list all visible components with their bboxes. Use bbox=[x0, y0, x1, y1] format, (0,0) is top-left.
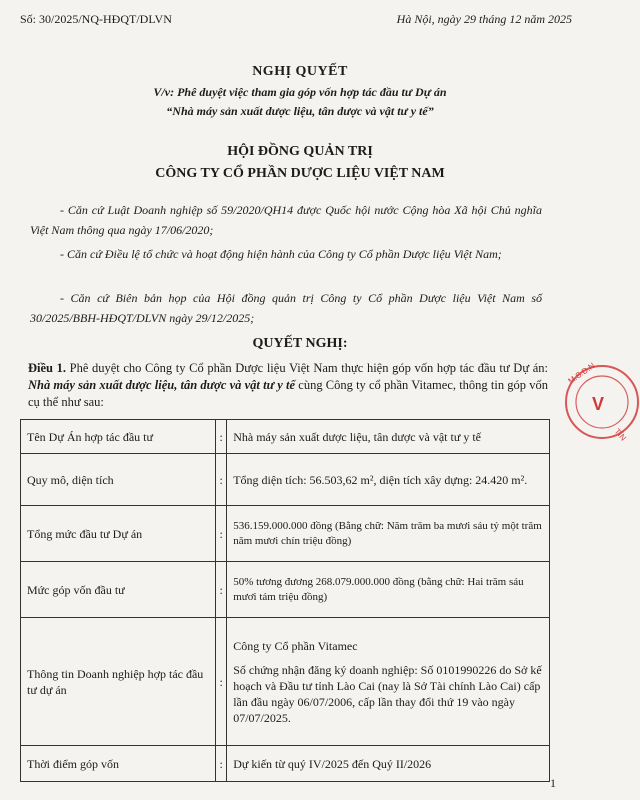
stamp-text-top: M.S.D.N bbox=[566, 360, 597, 386]
legal-basis-item: - Căn cứ Biên bản họp của Hội đồng quản trị Công ty Cổ phần Dược liệu Việt Nam số 30/2025/BBH-HĐQT/DLVN ngày 29/12/2025; bbox=[30, 291, 542, 325]
table-row bbox=[21, 562, 550, 618]
article-project-name: Nhà máy sản xuất dược liệu, tân dược và vật tư y tế bbox=[28, 378, 296, 392]
business-registration-info: Số chứng nhận đăng ký doanh nghiệp: Số 0101990226 do Sở kế hoạch và Đầu tư tỉnh Lào Cai (nay là Sở Tài chính Lào Cai) cấp lần đầu ngày 06/07/2006, cấp lần thay đổi thứ 19 vào ngày 07/07/2025. bbox=[233, 662, 542, 725]
document-title: NGHỊ QUYẾT bbox=[252, 64, 348, 79]
table-row bbox=[21, 618, 550, 746]
place-and-date: Hà Nội, ngày 29 tháng 12 năm 2025 bbox=[396, 12, 572, 26]
row-separator: : bbox=[216, 420, 227, 454]
row-separator: : bbox=[216, 562, 227, 618]
row-value bbox=[227, 562, 550, 618]
row-value: Nhà máy sản xuất dược liệu, tân dược và vật tư y tế bbox=[227, 420, 550, 454]
article-label: Điều 1. bbox=[28, 361, 66, 375]
document-subject: V/v: Phê duyệt việc tham gia góp vốn hợp tác đầu tư Dự án bbox=[153, 85, 447, 99]
row-value-text: 536.159.000.000 đồng (Bằng chữ: Năm trăm ba mươi sáu tỷ một trăm năm mươi chín triệu đồng) bbox=[233, 519, 542, 547]
row-value: Tổng diện tích: 56.503,62 m², diện tích xây dựng: 24.420 m². bbox=[227, 454, 550, 506]
project-name-heading: “Nhà máy sản xuất dược liệu, tân dược và vật tư y tế” bbox=[166, 104, 434, 118]
article-text: Phê duyệt cho Công ty Cổ phần Dược liệu Việt Nam thực hiện góp vốn hợp tác đầu tư Dự án: bbox=[66, 361, 548, 375]
resolve-heading: QUYẾT NGHỊ: bbox=[252, 336, 348, 351]
article-1 bbox=[28, 360, 548, 411]
row-label: Quy mô, diện tích bbox=[21, 454, 216, 506]
company-name: CÔNG TY CỔ PHẦN DƯỢC LIỆU VIỆT NAM bbox=[155, 166, 445, 181]
row-label: Tên Dự Án hợp tác đầu tư bbox=[21, 420, 216, 454]
document-reference-number: Số: 30/2025/NQ-HĐQT/DLVN bbox=[20, 12, 172, 26]
company-seal-stamp bbox=[562, 352, 640, 452]
table-row bbox=[21, 746, 550, 782]
row-value bbox=[227, 506, 550, 562]
partner-company-name: Công ty Cổ phần Vitamec bbox=[233, 638, 358, 653]
row-label: Tổng mức đầu tư Dự án bbox=[21, 506, 216, 562]
row-separator: : bbox=[216, 746, 227, 782]
row-label: Thông tin Doanh nghiệp hợp tác đầu tư dự án bbox=[21, 618, 216, 746]
row-separator: : bbox=[216, 506, 227, 562]
table-row bbox=[21, 420, 550, 454]
row-value: Dự kiến từ quý IV/2025 đến Quý II/2026 bbox=[227, 746, 550, 782]
row-label: Mức góp vốn đầu tư bbox=[21, 562, 216, 618]
row-value-text: 50% tương đương 268.079.000.000 đồng (bằng chữ: Hai trăm sáu mươi tám triệu đồng) bbox=[233, 575, 524, 603]
table-row bbox=[21, 454, 550, 506]
table-row bbox=[21, 506, 550, 562]
article-text: cùng Công ty cổ phần Vitamec, thông tin góp vốn cụ thể như sau: bbox=[28, 378, 548, 409]
row-label: Thời điểm góp vốn bbox=[21, 746, 216, 782]
row-value bbox=[227, 618, 550, 746]
page-number: 1 bbox=[550, 776, 556, 790]
investment-info-table bbox=[20, 419, 550, 782]
stamp-text-mid: V bbox=[592, 394, 605, 414]
legal-basis-item: - Căn cứ Luật Doanh nghiệp số 59/2020/QH14 được Quốc hội nước Cộng hòa Xã hội Chủ nghĩa Việt Nam thông qua ngày 17/06/2020; bbox=[30, 203, 542, 237]
row-separator: : bbox=[216, 618, 227, 746]
legal-basis-item: - Căn cứ Điều lệ tổ chức và hoạt động hiện hành của Công ty Cổ phần Dược liệu Việt Nam; bbox=[60, 247, 502, 261]
issuing-body: HỘI ĐỒNG QUẢN TRỊ bbox=[227, 144, 373, 159]
stamp-text-side: TỈN bbox=[612, 426, 628, 443]
row-separator: : bbox=[216, 454, 227, 506]
